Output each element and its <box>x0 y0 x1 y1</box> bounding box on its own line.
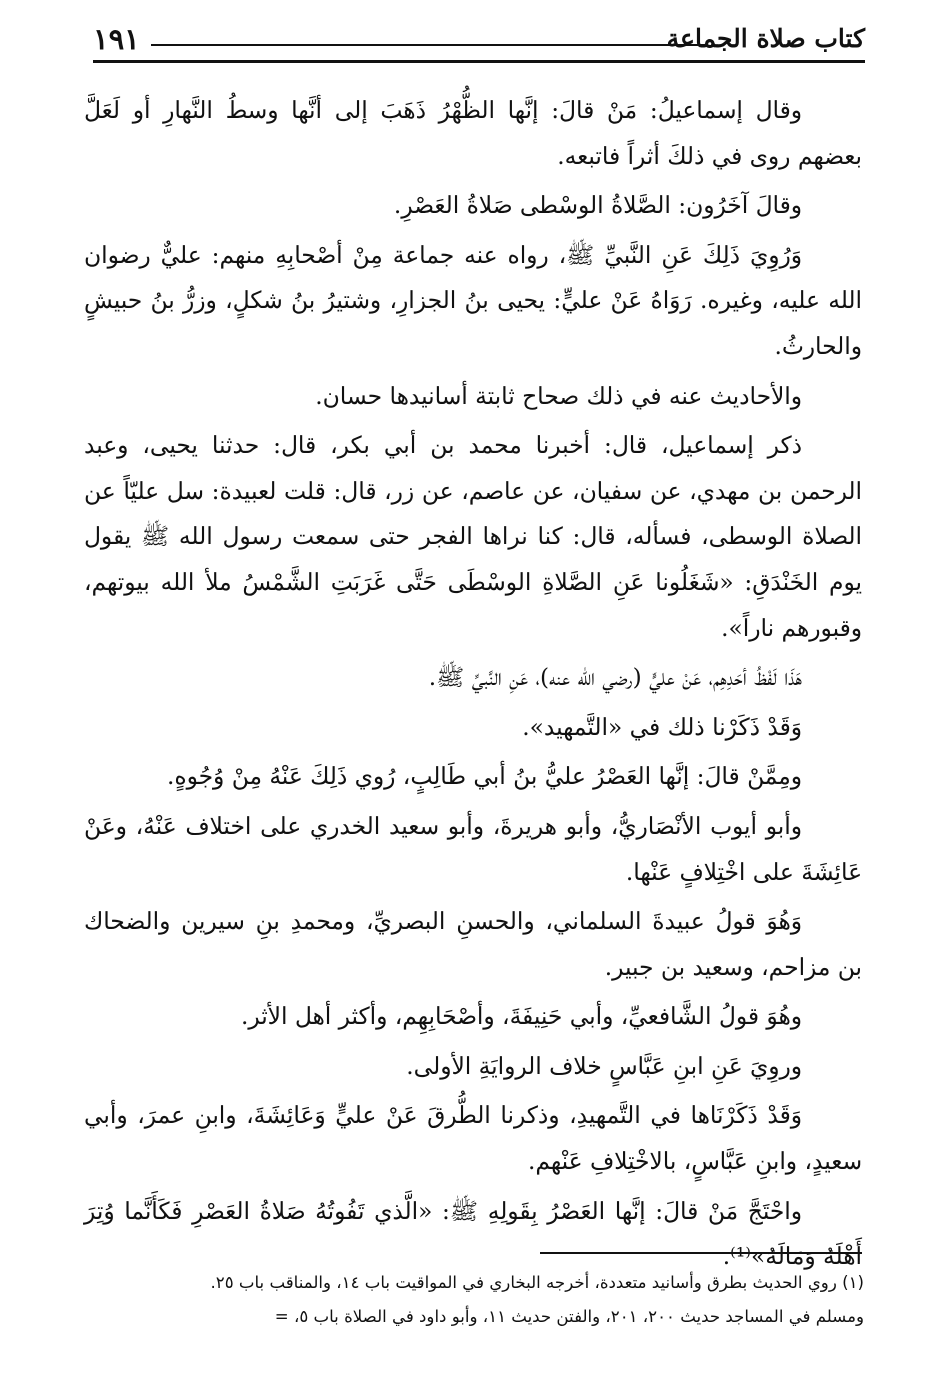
header-rule <box>93 60 865 63</box>
header-title: كتاب صلاة الجماعة <box>666 24 865 53</box>
running-header <box>93 22 865 62</box>
main-text <box>84 88 862 1284</box>
paragraph: وَقَدْ ذَكَرْنَاها في التَّمهيدِ، وذكرنا الطُّرقَ عَنْ عليٍّ وَعَائِشَةَ، وابنِ عمرَ، وأبي سعيدٍ، وابنِ عَبَّاسٍ، بالاخْتِلافِ عَنْهم. <box>84 1102 862 1176</box>
footnotes <box>84 1266 864 1334</box>
paragraph: هَذَا لَفْظُ أحَدِهِم، عَنْ عليٍّ (رضي الله عنه)، عَنِ النَّبيِّ ﷺ. <box>428 664 802 692</box>
paragraph: وَهُوَ قولُ عبيدةَ السلماني، والحسنِ البصريِّ، ومحمدِ بنِ سيرين والضحاك بن مزاحم، وسعيد بن جبير. <box>84 908 862 981</box>
paragraph: وروِيَ عَنِ ابنِ عَبَّاسٍ خلاف الروايَةِ الأولى. <box>406 1052 802 1080</box>
paragraph: وهُوَ قولُ الشَّافعيِّ، وأبي حَنِيفَةَ، وأصْحَابِهِم، وأكثر أهل الأثر. <box>240 1003 802 1031</box>
paragraph: ذكر إسماعيل، قال: أخبرنا محمد بن أبي بكر، قال: حدثنا يحيى، وعبد الرحمن بن مهدي، عن سفيان، عن عاصم، عن زر، قال: قلت لعبيدة: سل عليّاً عن الصلاة الوسطى، فسأله، قال: كنا نراها الفجر حتى سمعت رسول الله ﷺ يقول يوم الخَنْدَقِ: «شَغَلُونا عَنِ الصَّلاةِ الوسْطَى حَتَّى غَرَبَتِ الشَّمْسُ ملأ الله بيوتهم، وقبورهم ناراً». <box>84 432 862 642</box>
paragraph: وقالَ آخَرُون: الصَّلاةُ الوسْطى صَلاةُ العَصْرِ. <box>393 192 802 220</box>
footnote-line: ومسلم في المساجد حديث ٢٠٠، ٢٠١، والفتن حديث ١١، وأبو داود في الصلاة باب ٥، = <box>274 1307 864 1326</box>
footnote-line: (١) روي الحديث بطرق وأسانيد متعددة، أخرجه البخاري في المواقيت باب ١٤، والمناقب باب ٢٥. <box>210 1273 864 1292</box>
paragraph: والأحاديث عنه في ذلك صحاح ثابتة أسانيدها حسان. <box>315 382 802 410</box>
paragraph: وَرُوِيَ ذَلِكَ عَنِ النَّبيِّ ﷺ، رواه عنه جماعة مِنْ أصْحابِهِ منهم: عليٌّ رضوان الله عليه، وغيره. رَوَاهُ عَنْ عليٍّ: يحيى بنُ الجزارِ، وشتيرُ بنُ شكلٍ، وزرُّ بنُ حبيشٍ والحارثُ. <box>84 241 862 360</box>
page-number: ١٩١ <box>93 22 140 56</box>
paragraph: وقال إسماعيلُ: مَنْ قالَ: إنَّها الظُّهْرُ ذَهَبَ إلى أنَّها وسطُ النَّهارِ أو لَعَلَّ بعضهم روى في ذلكَ أثراً فاتبعه. <box>84 97 862 170</box>
paragraph: ومِمَّنْ قالَ: إنَّها العَصْرُ عليُّ بنُ أبي طَالِبٍ، رُوي ذَلِكَ عَنْهُ مِنْ وُجُوهٍ. <box>167 763 802 791</box>
paragraph: واحْتَجَّ مَنْ قالَ: إنَّها العَصْرُ بِقَولِهِ ﷺ: «الَّذي تَفُوتُهُ صَلاةُ العَصْرِ فَكَأَنَّما وُتِرَ أَهْلَهُ وَمَالَهُ»⁽¹⁾. <box>84 1197 862 1271</box>
paragraph: وَقَدْ ذَكَرْنا ذلك في «التَّمهيد». <box>522 713 802 741</box>
paragraph: وأبو أيوب الأنْصَاريُّ، وأبو هريرةَ، وأبو سعيد الخدري على اختلاف عَنْهُ، وعَنْ عَائِشَةَ على اخْتِلافٍ عَنْها. <box>84 812 862 886</box>
header-dash-line <box>151 44 705 46</box>
footnote-separator <box>540 1252 862 1254</box>
